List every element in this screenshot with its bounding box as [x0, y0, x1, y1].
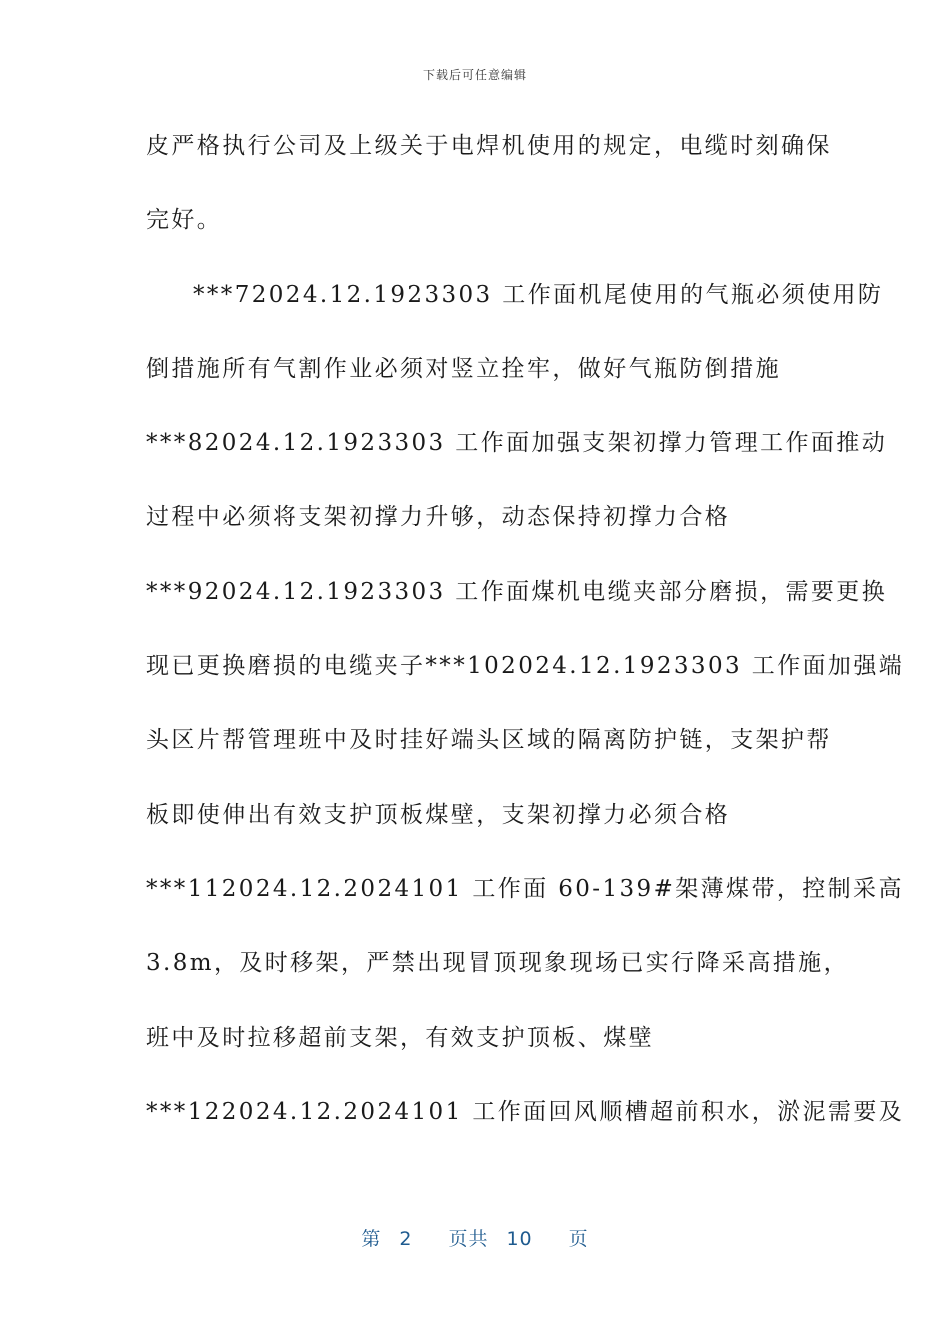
- text-line-13: 班中及时拉移超前支架，有效支护顶板、煤壁: [146, 1024, 654, 1051]
- text-line-9: 头区片帮管理班中及时挂好端头区域的隔离防护链，支架护帮: [146, 727, 832, 754]
- page-middle-text: 页共: [448, 1228, 489, 1250]
- text-line-8: 现已更换磨损的电缆夹子***102024.12.1923303 工作面加强端: [146, 653, 905, 680]
- page-number-footer: [0, 1224, 950, 1251]
- text-line-14: ***122024.12.2024101 工作面回风顺槽超前积水，淤泥需要及: [146, 1098, 905, 1125]
- page-prefix: 第: [361, 1228, 382, 1250]
- download-note-header: 下载后可任意编辑: [422, 68, 527, 82]
- current-page-number: 2: [399, 1228, 413, 1250]
- text-line-2: 完好。: [146, 207, 223, 234]
- text-line-10: 板即使伸出有效支护顶板煤壁，支架初撑力必须合格: [146, 801, 731, 828]
- text-line-1: 皮严格执行公司及上级关于电焊机使用的规定，电缆时刻确保: [146, 133, 832, 159]
- text-line-5: ***82024.12.1923303 工作面加强支架初撑力管理工作面推动: [146, 430, 888, 457]
- text-line-12: 3.8m，及时移架，严禁出现冒顶现象现场已实行降采高措施，: [146, 950, 849, 977]
- page-suffix: 页: [568, 1228, 589, 1250]
- text-line-6: 过程中必须将支架初撑力升够，动态保持初撑力合格: [146, 504, 731, 531]
- text-line-11: ***112024.12.2024101 工作面 60-139#架薄煤带，控制采高: [146, 875, 904, 902]
- text-line-4: 倒措施所有气割作业必须对竖立拴牢，做好气瓶防倒措施: [146, 355, 781, 382]
- document-body: [146, 120, 905, 1160]
- text-line-3: ***72024.12.1923303 工作面机尾使用的气瓶必须使用防: [193, 281, 884, 308]
- total-pages-number: 10: [506, 1228, 533, 1250]
- text-line-7: ***92024.12.1923303 工作面煤机电缆夹部分磨损，需要更换: [146, 578, 888, 605]
